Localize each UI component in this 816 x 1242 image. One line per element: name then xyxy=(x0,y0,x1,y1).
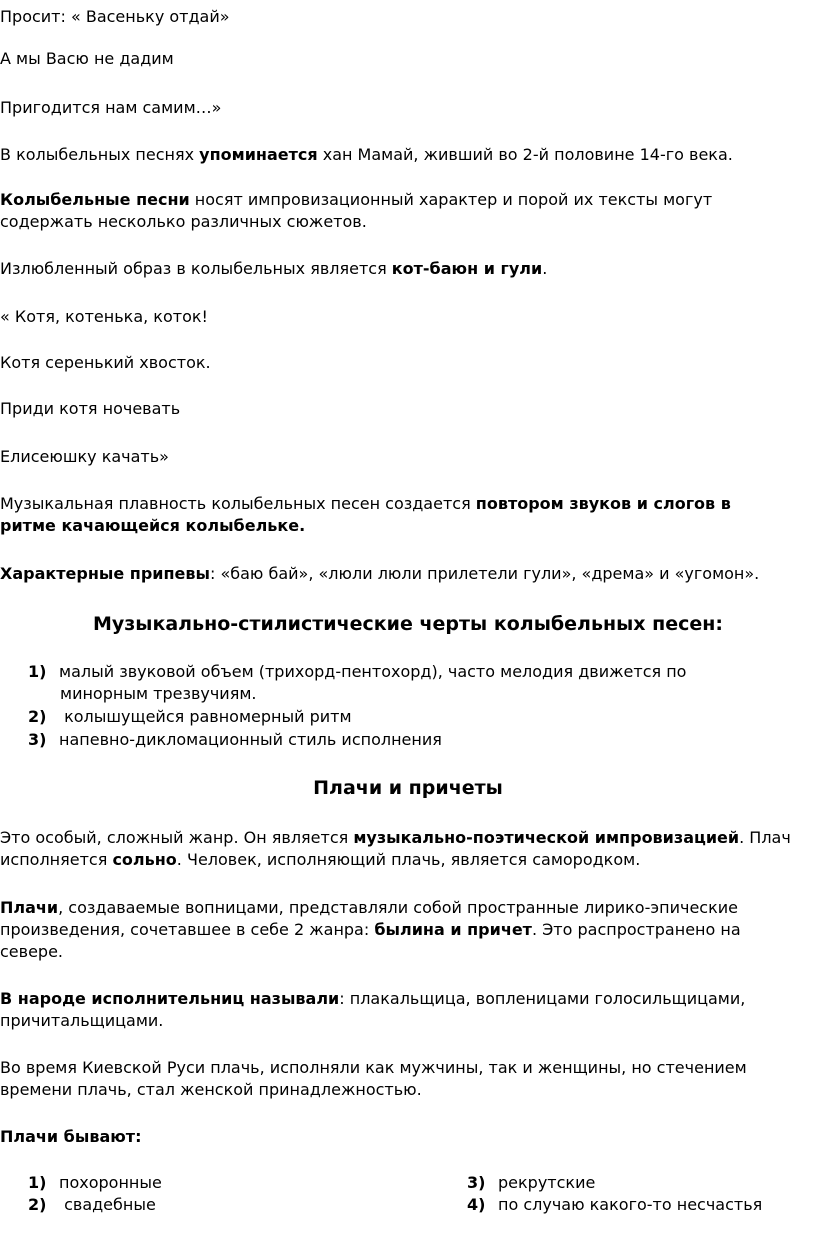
verse-line: « Котя, котенька, коток! xyxy=(0,307,208,326)
paragraph-line: севере. xyxy=(0,942,63,961)
verse-line: А мы Васю не дадим xyxy=(0,49,174,68)
list-item: 2) колышущейся равномерный ритм xyxy=(28,707,352,726)
paragraph-line: ритме качающейся колыбельке. xyxy=(0,516,306,535)
list-item: 2) свадебные xyxy=(28,1195,156,1214)
paragraph-heading: Плачи бывают: xyxy=(0,1127,142,1146)
list-item-continuation: минорным трезвучиям. xyxy=(60,684,257,703)
paragraph: Колыбельные песни носят импровизационный характер и порой их тексты могут xyxy=(0,190,713,209)
paragraph: Характерные припевы: «баю бай», «люли люли прилетели гули», «дрема» и «угомон». xyxy=(0,564,760,583)
paragraph: Во время Киевской Руси плачь, исполняли как мужчины, так и женщины, но стечением xyxy=(0,1058,747,1077)
paragraph: В колыбельных песнях упоминается хан Мамай, живший во 2-й половине 14-го века. xyxy=(0,145,733,164)
section-heading: Плачи и причеты xyxy=(313,777,503,799)
list-item: 1) похоронные xyxy=(28,1173,162,1192)
paragraph-line: произведения, сочетавшее в себе 2 жанра: былина и причет. Это распространено на xyxy=(0,920,741,939)
paragraph-line: времени плачь, стал женской принадлежностью. xyxy=(0,1080,422,1099)
paragraph: Музыкальная плавность колыбельных песен создается повтором звуков и слогов в xyxy=(0,494,731,513)
section-heading: Музыкально-стилистические черты колыбельных песен: xyxy=(92,613,724,635)
verse-line: Елисеюшку качать» xyxy=(0,447,169,466)
paragraph: В народе исполнительниц называли: плакальщица, вопленицами голосильщицами, xyxy=(0,989,746,1008)
paragraph: Излюбленный образ в колыбельных является кот-баюн и гули. xyxy=(0,259,548,278)
paragraph: Плачи, создаваемые вопницами, представляли собой пространные лирико-эпические xyxy=(0,898,739,917)
list-item: 4) по случаю какого-то несчастья xyxy=(467,1195,763,1214)
verse-line: Пригодится нам самим…» xyxy=(0,98,222,117)
paragraph-line: исполняется сольно. Человек, исполняющий плачь, является самородком. xyxy=(0,850,641,869)
verse-line: Приди котя ночевать xyxy=(0,399,181,418)
paragraph-line: содержать несколько различных сюжетов. xyxy=(0,212,367,231)
verse-line: Котя серенький хвосток. xyxy=(0,353,211,372)
list-item: 3) напевно-дикломационный стиль исполнения xyxy=(28,730,442,749)
paragraph-line: причитальщицами. xyxy=(0,1011,164,1030)
list-item: 1) малый звуковой объем (трихорд-пентохорд), часто мелодия движется по xyxy=(28,662,687,681)
list-item: 3) рекрутские xyxy=(467,1173,596,1192)
paragraph: Это особый, сложный жанр. Он является музыкально-поэтической импровизацией. Плач xyxy=(0,828,791,847)
verse-line: Просит: « Васеньку отдай» xyxy=(0,7,230,26)
